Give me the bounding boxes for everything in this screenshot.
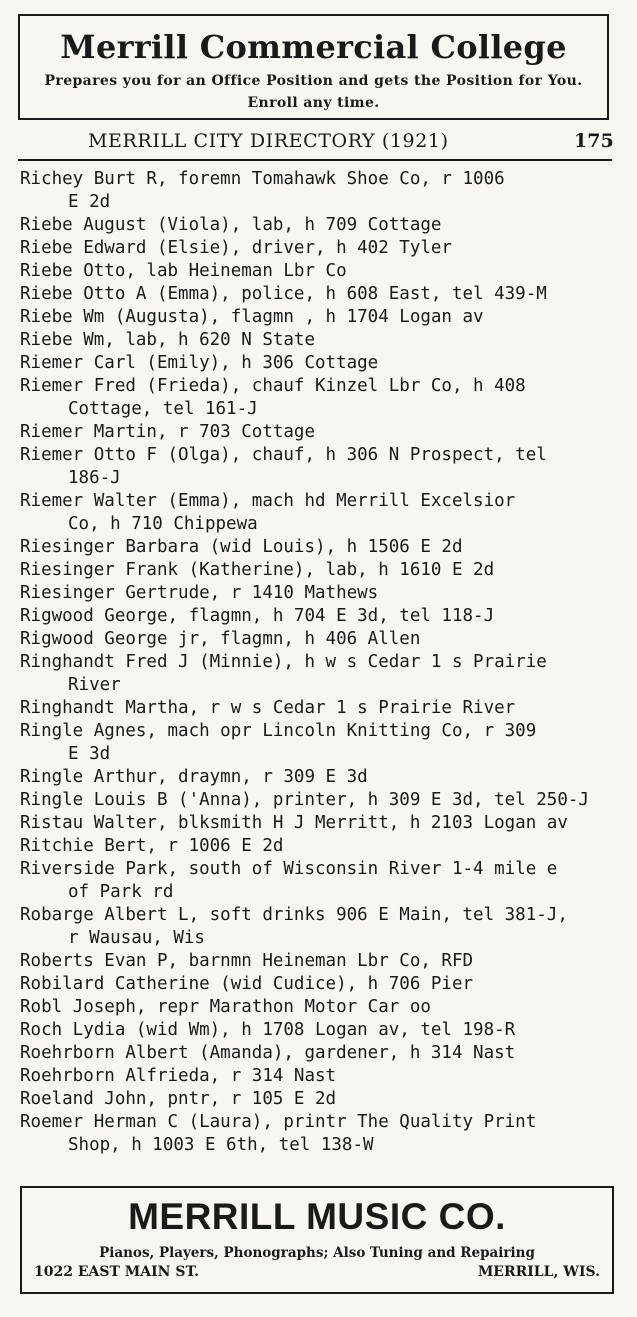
entry-line: Riebe Otto, lab Heineman Lbr Co [20,261,347,281]
page-number: 175 [574,130,614,152]
directory-entry [20,812,620,835]
entry-line: Ringle Arthur, draymn, r 309 E 3d [20,767,368,787]
entry-line: Ritchie Bert, r 1006 E 2d [20,836,284,856]
entry-line: Riemer Martin, r 703 Cottage [20,422,316,442]
entry-line: Riebe Otto A (Emma), police, h 608 East, tel 439-M [20,284,547,304]
header-rule [18,159,612,161]
entry-line: Richey Burt R, foremn Tomahawk Shoe Co, r 1006 [20,169,505,189]
entry-continuation: Cottage, tel 161-J [68,399,258,419]
directory-entry [20,858,620,904]
directory-entry [20,260,620,283]
directory-entry [20,904,620,950]
entry-line: Ringhandt Martha, r w s Cedar 1 s Prairie River [20,698,516,718]
entry-continuation: E 2d [68,192,111,212]
directory-entry [20,237,620,260]
ad-bottom-city: MERRILL, WIS. [477,1264,600,1280]
entry-line: Roberts Evan P, barnmn Heineman Lbr Co, RFD [20,951,474,971]
entry-line: Riebe Wm, lab, h 620 N State [20,330,316,350]
entry-line: Riemer Otto F (Olga), chauf, h 306 N Prospect, tel [20,445,547,465]
directory-entry [20,605,620,628]
directory-entries [20,168,620,1157]
directory-title: MERRILL CITY DIRECTORY (1921) [88,130,449,152]
entry-line: Robilard Catherine (wid Cudice), h 706 Pier [20,974,474,994]
directory-entry [20,490,620,536]
directory-entry [20,421,620,444]
entry-line: Riebe August (Viola), lab, h 709 Cottage [20,215,442,235]
entry-line: Roemer Herman C (Laura), printr The Quality Print [20,1112,537,1132]
directory-entry [20,835,620,858]
entry-line: Rigwood George jr, flagmn, h 406 Allen [20,629,421,649]
entry-line: Ringhandt Fred J (Minnie), h w s Cedar 1 s Prairie [20,652,547,672]
entry-line: Roeland John, pntr, r 105 E 2d [20,1089,337,1109]
directory-entry [20,352,620,375]
running-head [0,128,637,158]
directory-entry [20,214,620,237]
entry-continuation: 186-J [68,468,121,488]
directory-entry [20,996,620,1019]
entry-continuation: Shop, h 1003 E 6th, tel 138-W [68,1135,374,1155]
merrill-commercial-college-ad [18,14,609,120]
directory-entry [20,950,620,973]
entry-line: Ringle Louis B ('Anna), printer, h 309 E 3d, tel 250-J [20,790,589,810]
directory-entry [20,1042,620,1065]
directory-entry [20,697,620,720]
entry-line: Ringle Agnes, mach opr Lincoln Knitting Co, r 309 [20,721,537,741]
ad-bottom-address: 1022 EAST MAIN ST. [34,1264,199,1280]
directory-entry [20,1111,620,1157]
entry-line: Roehrborn Alfrieda, r 314 Nast [20,1066,337,1086]
directory-entry [20,1088,620,1111]
directory-entry [20,329,620,352]
directory-entry [20,1019,620,1042]
entry-line: Ristau Walter, blksmith H J Merritt, h 2103 Logan av [20,813,568,833]
entry-continuation: r Wausau, Wis [68,928,205,948]
directory-entry [20,1065,620,1088]
directory-entry [20,306,620,329]
directory-entry [20,168,620,214]
entry-line: Riemer Carl (Emily), h 306 Cottage [20,353,379,373]
directory-entry [20,789,620,812]
entry-line: Riesinger Gertrude, r 1410 Mathews [20,583,379,603]
ad-top-subtitle: Prepares you for an Office Position and gets the Position for You. Enroll any time. [44,73,583,111]
entry-line: Riebe Edward (Elsie), driver, h 402 Tyler [20,238,452,258]
entry-line: Riemer Fred (Frieda), chauf Kinzel Lbr Co, h 408 [20,376,526,396]
directory-entry [20,559,620,582]
directory-entry [20,375,620,421]
entry-continuation: Co, h 710 Chippewa [68,514,258,534]
merrill-music-co-ad [20,1186,614,1294]
ad-bottom-subtitle: Pianos, Players, Phonographs; Also Tuning and Repairing [99,1245,535,1261]
entry-line: Riesinger Frank (Katherine), lab, h 1610 E 2d [20,560,495,580]
entry-continuation: River [68,675,121,695]
entry-continuation: E 3d [68,744,111,764]
entry-line: Roch Lydia (wid Wm), h 1708 Logan av, tel 198-R [20,1020,516,1040]
ad-top-title: Merrill Commercial College [60,28,567,66]
directory-entry [20,582,620,605]
directory-entry [20,536,620,559]
ad-bottom-title: MERRILL MUSIC CO. [128,1196,506,1237]
directory-entry [20,973,620,996]
entry-line: Robarge Albert L, soft drinks 906 E Main, tel 381-J, [20,905,568,925]
entry-line: Roehrborn Albert (Amanda), gardener, h 314 Nast [20,1043,516,1063]
entry-line: Riverside Park, south of Wisconsin River 1-4 mile e [20,859,558,879]
entry-line: Rigwood George, flagmn, h 704 E 3d, tel 118-J [20,606,495,626]
entry-line: Robl Joseph, repr Marathon Motor Car oo [20,997,431,1017]
entry-continuation: of Park rd [68,882,174,902]
directory-entry [20,444,620,490]
directory-entry [20,283,620,306]
entry-line: Riebe Wm (Augusta), flagmn , h 1704 Logan av [20,307,484,327]
directory-entry [20,628,620,651]
directory-entry [20,720,620,766]
entry-line: Riesinger Barbara (wid Louis), h 1506 E 2d [20,537,463,557]
directory-entry [20,651,620,697]
directory-entry [20,766,620,789]
entry-line: Riemer Walter (Emma), mach hd Merrill Excelsior [20,491,516,511]
